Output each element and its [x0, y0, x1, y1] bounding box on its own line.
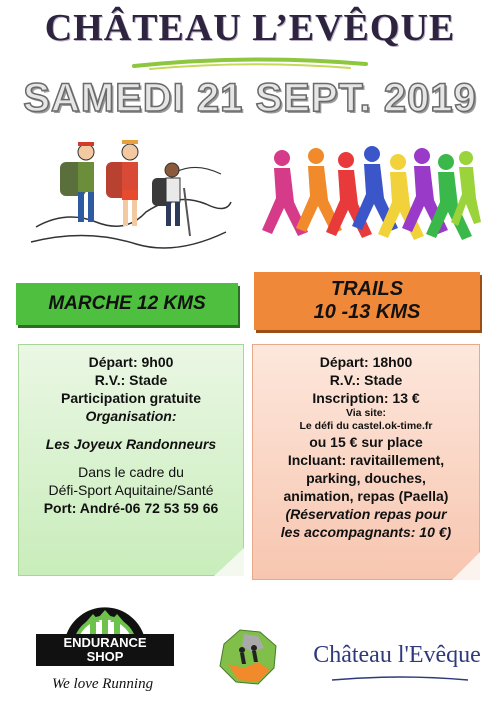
marche-participation: Participation gratuite	[60, 390, 202, 406]
trails-info-card	[252, 344, 480, 580]
trails-meal-reservation-2: les accompagnants: 10 €)	[280, 524, 452, 540]
hiker-1	[60, 142, 94, 222]
trails-banner-line1: TRAILS	[330, 278, 404, 300]
marche-info-card	[18, 344, 244, 576]
title-swoosh-decoration	[130, 56, 370, 72]
trails-includes-1: Incluant: ravitaillement,	[287, 452, 445, 468]
trails-rendezvous: R.V.: Stade	[329, 372, 403, 388]
event-date: SAMEDI 21 SEPT. 2019	[23, 76, 477, 120]
chateau-leveque-logo: Château l'Evêque	[313, 642, 481, 668]
trails-banner-line2: 10 -13 KMS	[313, 301, 421, 323]
marche-organiser: Les Joyeux Randonneurs	[45, 436, 217, 452]
marche-banner-label: MARCHE 12 KMS	[48, 293, 206, 314]
marche-context-1: Dans le cadre du	[78, 464, 184, 480]
marche-context-2: Défi-Sport Aquitaine/Santé	[48, 482, 214, 498]
trails-website: Le défi du castel.ok-time.fr	[299, 420, 433, 432]
hikers-illustration	[26, 132, 236, 262]
endurance-shop-name	[36, 636, 174, 664]
trails-includes-2: parking, douches,	[306, 470, 426, 486]
trails-onsite-price: ou 15 € sur place	[309, 434, 423, 450]
runners-illustration	[260, 142, 482, 262]
trails-depart: Départ: 18h00	[319, 354, 413, 370]
trails-via-site: Via site:	[345, 407, 387, 419]
hiker-2	[106, 140, 138, 226]
marche-rendezvous: R.V.: Stade	[94, 372, 168, 388]
endurance-shop-line2: SHOP	[86, 649, 124, 664]
chateau-logo-underline	[330, 674, 470, 684]
trails-banner	[254, 272, 480, 330]
endurance-shop-line1: ENDURANCE	[63, 635, 147, 650]
marche-contact: Port: André-06 72 53 59 66	[43, 500, 219, 516]
endurance-shop-slogan: We love Running	[52, 676, 154, 692]
marche-organisation-label: Organisation:	[85, 408, 177, 424]
marche-banner	[16, 283, 238, 325]
trails-inscription: Inscription: 13 €	[312, 390, 420, 406]
region-map-logo	[214, 624, 284, 688]
page-title: CHÂTEAU L’EVÊQUE	[44, 7, 456, 49]
trails-meal-reservation-1: (Réservation repas pour	[285, 506, 447, 522]
trails-includes-3: animation, repas (Paella)	[283, 488, 449, 504]
marche-depart: Départ: 9h00	[88, 354, 174, 370]
